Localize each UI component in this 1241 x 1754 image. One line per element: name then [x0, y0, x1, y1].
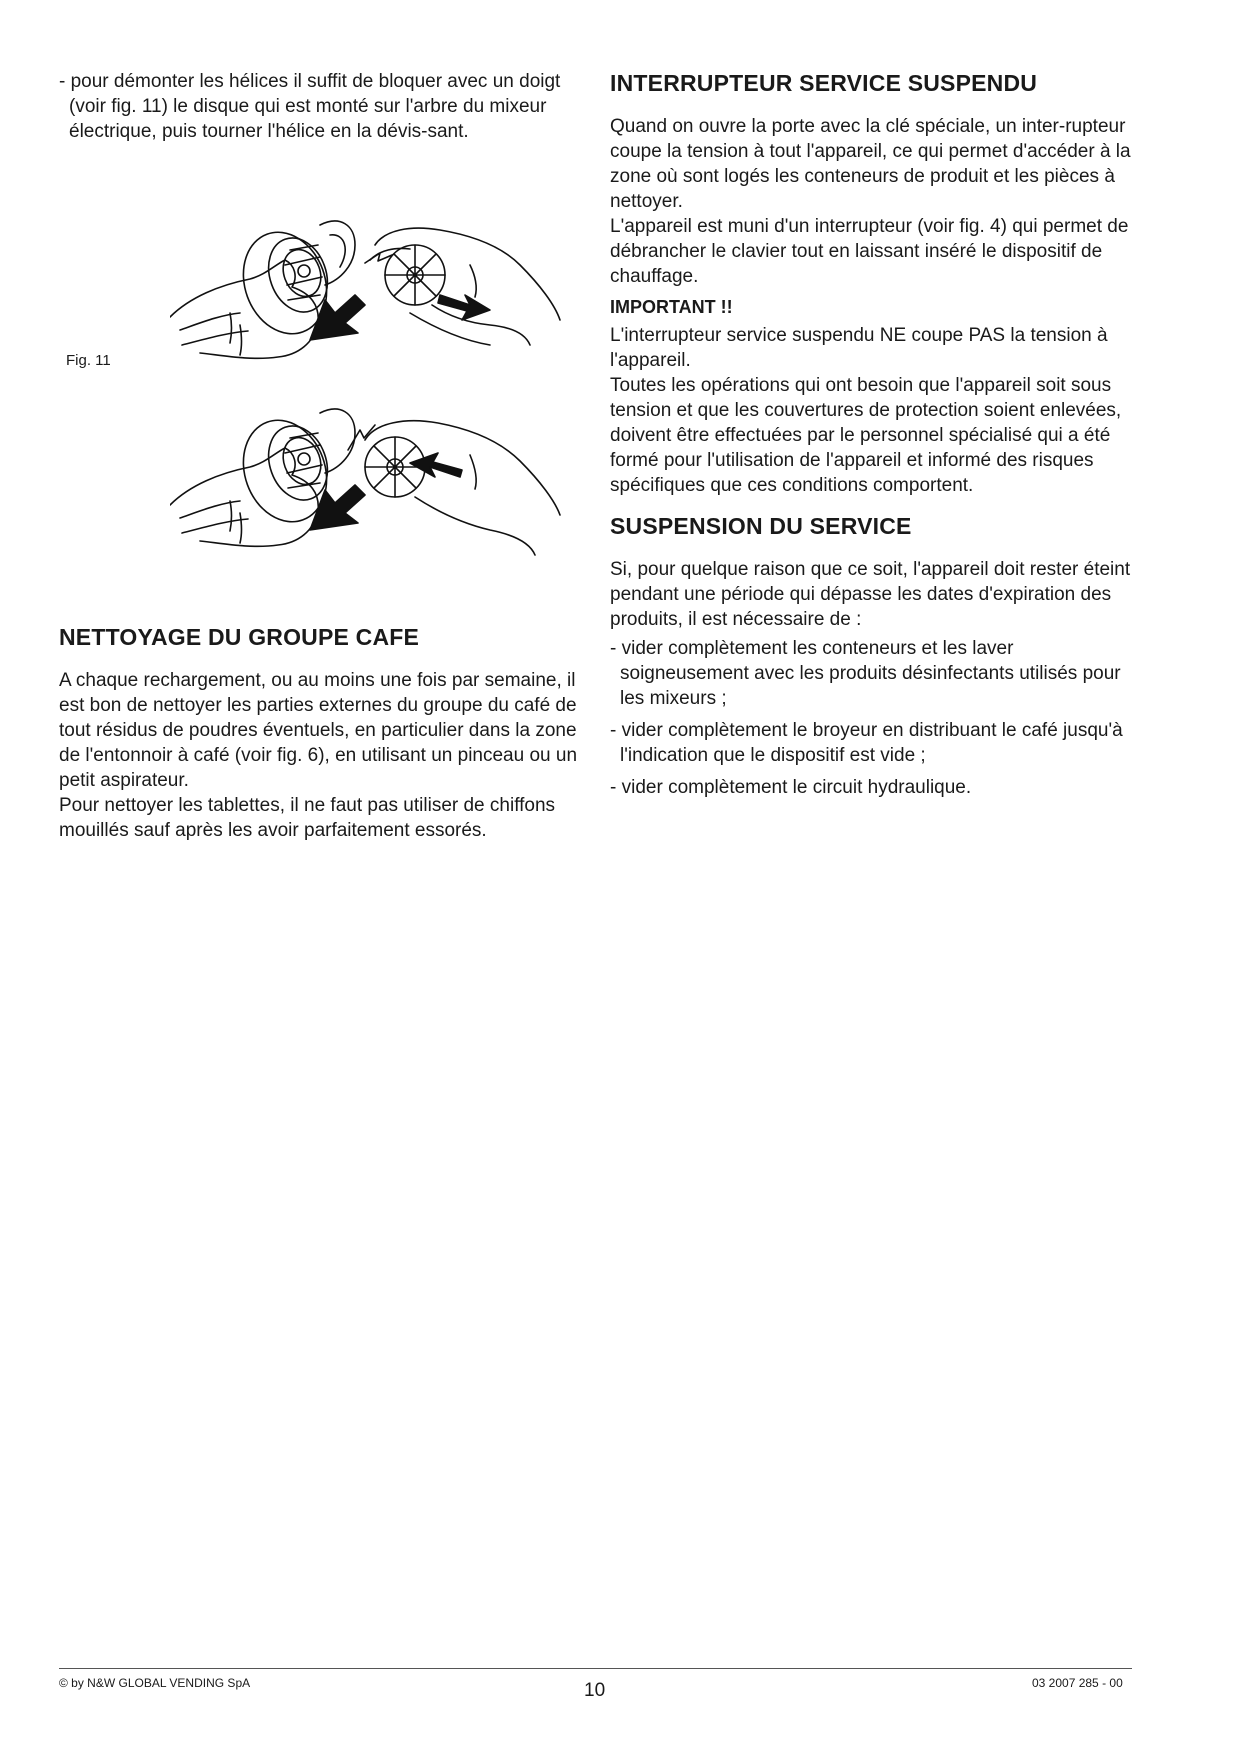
interrupteur-paragraph-1: Quand on ouvre la porte avec la clé spéciale, un inter-rupteur coupe la tension à tout l'appareil, ce qui permet d'accéder à la zone où sont logés les conteneurs de produit et les pièces à nettoyer.: [610, 116, 1131, 212]
left-column-lower: [59, 623, 579, 843]
interrupteur-paragraph-2: L'appareil est muni d'un interrupteur (voir fig. 4) qui permet de débrancher le clavier tout en laissant inséré le dispositif de chauffage.: [610, 216, 1129, 287]
figure-11: [59, 205, 579, 583]
footer-doc-code: 03 2007 285 - 00: [1032, 1676, 1123, 1690]
left-column: [59, 69, 579, 144]
figure-caption: Fig. 11: [66, 352, 111, 369]
heading-nettoyage: NETTOYAGE DU GROUPE CAFE: [59, 624, 420, 650]
footer-divider: [59, 1668, 1132, 1669]
page-number: 10: [584, 1680, 606, 1701]
important-label: IMPORTANT !!: [610, 297, 733, 317]
intro-paragraph: - pour démonter les hélices il suffit de bloquer avec un doigt (voir fig. 11) le disque qui est monté sur l'arbre du mixeur électrique, puis tourner l'hélice en la dévis-sant.: [59, 71, 561, 142]
left-hand-bottom: [170, 448, 318, 546]
suspension-bullet-3: - vider complètement le circuit hydraulique.: [610, 777, 972, 798]
nettoyage-paragraph-1: A chaque rechargement, ou au moins une fois par semaine, il est bon de nettoyer les parties externes du groupe du café de tout résidus de poudres éventuels, en particulier dans la zone de l'entonnoir à café (voir fig. 6), en utilisant un pinceau ou un petit aspirateur.: [59, 670, 578, 791]
mixer-propeller-illustration: [170, 205, 570, 583]
suspension-bullet-2: - vider complètement le broyeur en distribuant le café jusqu'à l'indication que le dispositif est vide ;: [610, 720, 1123, 766]
arrow-left-bottom: [410, 453, 462, 477]
nettoyage-paragraph-2: Pour nettoyer les tablettes, il ne faut pas utiliser de chiffons mouillés sauf après les avoir parfaitement essorés.: [59, 795, 556, 841]
interrupteur-paragraph-4: Toutes les opérations qui ont besoin que l'appareil soit sous tension et que les couvertures de protection soient enlevées, doivent être effectuées par le personnel spécialisé qui a été formé pour l'utilisation de l'appareil et informé des risques spécifiques que ces conditions comportent.: [610, 375, 1122, 496]
left-hand-top: [170, 260, 318, 358]
heading-suspension: SUSPENSION DU SERVICE: [610, 513, 912, 539]
arrow-right-top: [438, 295, 490, 320]
footer-copyright: © by N&W GLOBAL VENDING SpA: [59, 1676, 251, 1690]
right-column: [610, 69, 1142, 800]
arrow-up-top: [310, 295, 365, 340]
suspension-bullet-1: - vider complètement les conteneurs et les laver soigneusement avec les produits désinfectants utilisés pour les mixeurs ;: [610, 638, 1121, 709]
suspension-paragraph: Si, pour quelque raison que ce soit, l'appareil doit rester éteint pendant une période qui dépasse les dates d'expiration des produits, il est nécessaire de :: [610, 559, 1131, 630]
arrow-up-bottom: [310, 485, 365, 530]
heading-interrupteur: INTERRUPTEUR SERVICE SUSPENDU: [610, 70, 1038, 96]
interrupteur-paragraph-3: L'interrupteur service suspendu NE coupe PAS la tension à l'appareil.: [610, 325, 1108, 371]
